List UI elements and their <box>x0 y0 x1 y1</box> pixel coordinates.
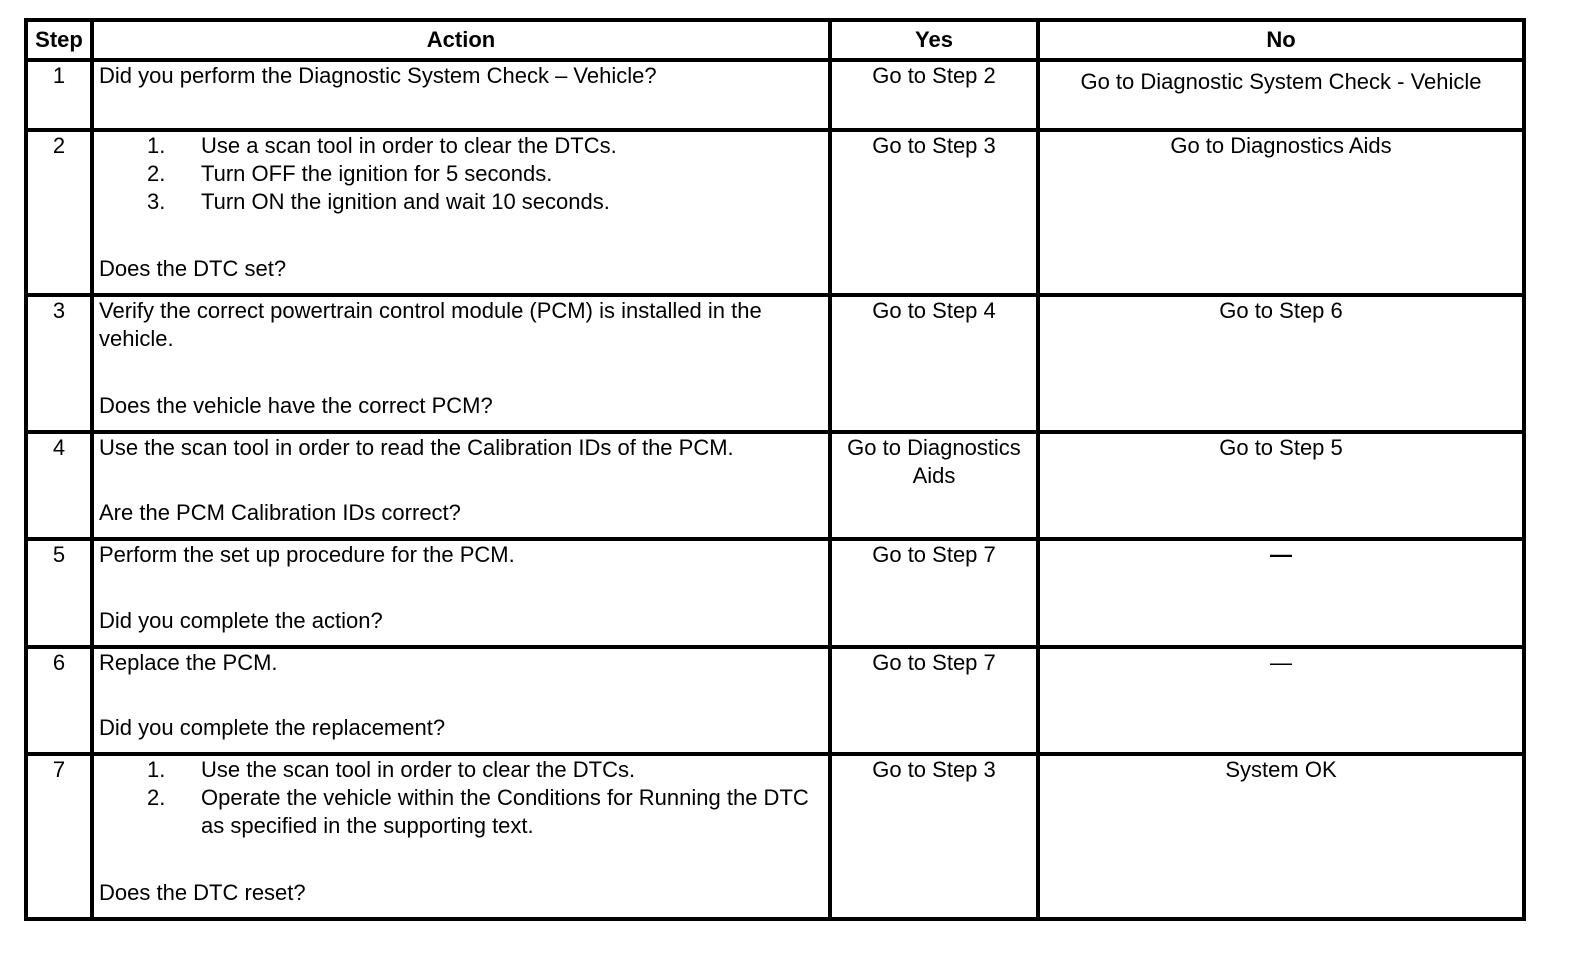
action-cell <box>92 647 830 754</box>
list-item: 1. Use a scan tool in order to clear the DTCs. <box>147 133 617 158</box>
step-number: 2 <box>26 130 92 295</box>
step-number: 5 <box>26 539 92 647</box>
action-question: Does the vehicle have the correct PCM? <box>99 393 493 418</box>
header-step: Step <box>26 20 92 60</box>
table-row <box>26 754 1524 919</box>
header-row <box>26 20 1524 60</box>
step-number: 4 <box>26 432 92 539</box>
header-yes: Yes <box>830 20 1038 60</box>
table-row <box>26 539 1524 647</box>
table-row <box>26 432 1524 539</box>
action-text: Use the scan tool in order to read the Calibration IDs of the PCM. <box>99 435 734 460</box>
list-item: 1. Use the scan tool in order to clear the DTCs. <box>147 757 636 782</box>
table-row <box>26 60 1524 130</box>
no-cell: — <box>1038 647 1524 754</box>
step-number: 6 <box>26 647 92 754</box>
action-question: Does the DTC reset? <box>99 880 306 905</box>
action-question: Does the DTC set? <box>99 256 287 281</box>
no-cell: — <box>1038 539 1524 647</box>
no-cell: Go to Step 6 <box>1038 295 1524 432</box>
step-number: 7 <box>26 754 92 919</box>
yes-cell: Go to Step 7 <box>830 539 1038 647</box>
action-text: Perform the set up procedure for the PCM. <box>99 542 515 567</box>
list-item: 2. Operate the vehicle within the Conditions for Running the DTC as specified in the supporting text. <box>147 785 809 838</box>
diagnostic-table <box>24 18 1526 921</box>
yes-cell: Go to Step 7 <box>830 647 1038 754</box>
action-cell <box>92 60 830 130</box>
action-cell <box>92 295 830 432</box>
yes-cell: Go to Step 4 <box>830 295 1038 432</box>
action-cell <box>92 754 830 919</box>
action-question: Did you complete the action? <box>99 608 383 633</box>
header-action: Action <box>92 20 830 60</box>
no-cell: Go to Step 5 <box>1038 432 1524 539</box>
action-text: Replace the PCM. <box>99 650 278 675</box>
action-text: Did you perform the Diagnostic System Check – Vehicle? <box>99 63 657 88</box>
list-item: 2. Turn OFF the ignition for 5 seconds. <box>147 161 553 186</box>
action-cell <box>92 539 830 647</box>
no-cell: Go to Diagnostic System Check - Vehicle <box>1038 60 1524 130</box>
action-text: Verify the correct powertrain control module (PCM) is installed in the vehicle. <box>99 298 762 351</box>
table-row <box>26 295 1524 432</box>
yes-cell: Go to Step 3 <box>830 130 1038 295</box>
list-item: 3. Turn ON the ignition and wait 10 seconds. <box>147 189 610 214</box>
yes-cell: Go to Step 3 <box>830 754 1038 919</box>
step-number: 3 <box>26 295 92 432</box>
table-row <box>26 130 1524 295</box>
action-cell <box>92 432 830 539</box>
header-no: No <box>1038 20 1524 60</box>
action-question: Are the PCM Calibration IDs correct? <box>99 500 461 525</box>
action-steps-list <box>99 756 823 840</box>
no-cell: System OK <box>1038 754 1524 919</box>
action-cell <box>92 130 830 295</box>
no-cell: Go to Diagnostics Aids <box>1038 130 1524 295</box>
yes-cell: Go to Diagnostics Aids <box>830 432 1038 539</box>
yes-cell: Go to Step 2 <box>830 60 1038 130</box>
table-row <box>26 647 1524 754</box>
action-steps-list <box>99 132 823 216</box>
step-number: 1 <box>26 60 92 130</box>
action-question: Did you complete the replacement? <box>99 715 446 740</box>
